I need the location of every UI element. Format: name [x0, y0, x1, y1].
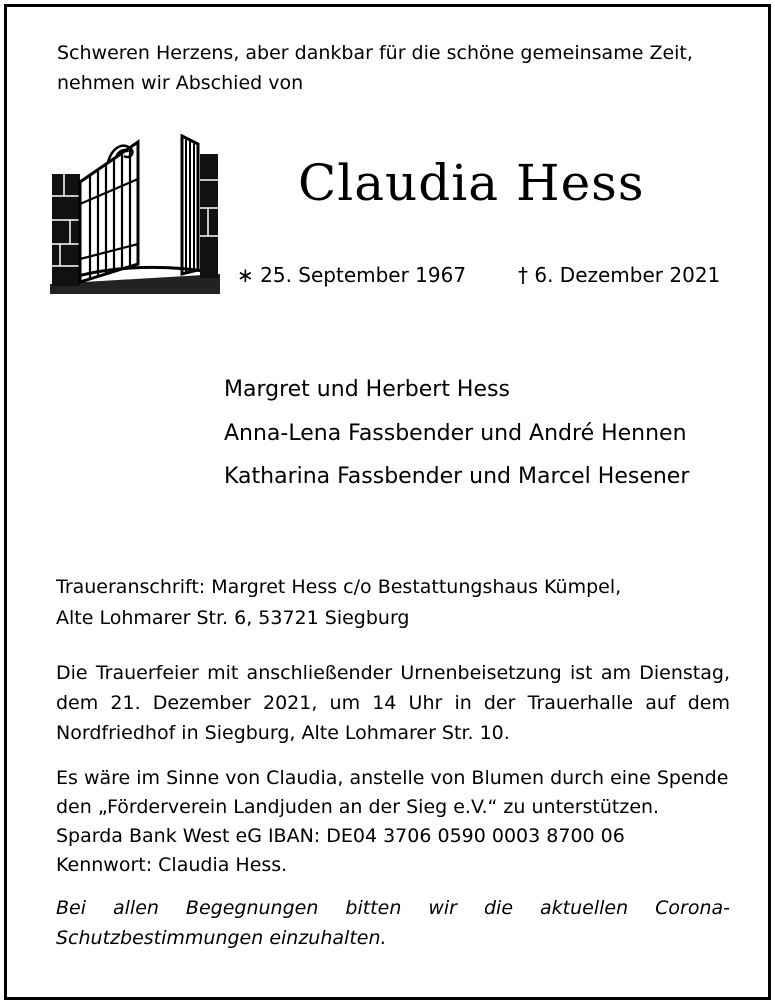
notice-line-1: Bei allen Begegnungen bitten wir die aktuellen Corona-	[56, 897, 730, 919]
address-line-1: Traueranschrift: Margret Hess c/o Bestattungshaus Kümpel,	[56, 576, 622, 598]
ceremony-line-2: dem 21. Dezember 2021, um 14 Uhr in der Trauerhalle auf dem	[56, 692, 730, 714]
intro-line-2: nehmen wir Abschied von	[57, 72, 304, 94]
ceremony-line-1: Die Trauerfeier mit anschließender Urnenbeisetzung ist am Dienstag,	[56, 662, 730, 684]
open-gate-illustration	[50, 134, 220, 294]
donation-line-3: Sparda Bank West eG IBAN: DE04 3706 0590 0003 8700 06	[56, 825, 625, 847]
family-line-1: Margret und Herbert Hess	[224, 377, 510, 402]
donation-line-4: Kennwort: Claudia Hess.	[56, 854, 288, 876]
donation-line-1: Es wäre im Sinne von Claudia, anstelle von Blumen durch eine Spende	[56, 767, 729, 789]
death-date: † 6. Dezember 2021	[518, 263, 721, 287]
birth-date: ∗ 25. September 1967	[237, 263, 467, 287]
intro-line-1: Schweren Herzens, aber dankbar für die schöne gemeinsame Zeit,	[57, 42, 693, 64]
donation-line-2: den „Förderverein Landjuden an der Sieg e.V.“ zu unterstützen.	[56, 796, 660, 818]
family-line-2: Anna-Lena Fassbender und André Hennen	[224, 421, 687, 446]
address-line-2: Alte Lohmarer Str. 6, 53721 Siegburg	[56, 607, 410, 629]
deceased-name: Claudia Hess	[298, 154, 645, 212]
notice-line-2: Schutzbestimmungen einzuhalten.	[56, 927, 387, 949]
ceremony-line-3: Nordfriedhof in Siegburg, Alte Lohmarer Str. 10.	[56, 722, 510, 744]
family-line-3: Katharina Fassbender und Marcel Hesener	[224, 464, 690, 489]
